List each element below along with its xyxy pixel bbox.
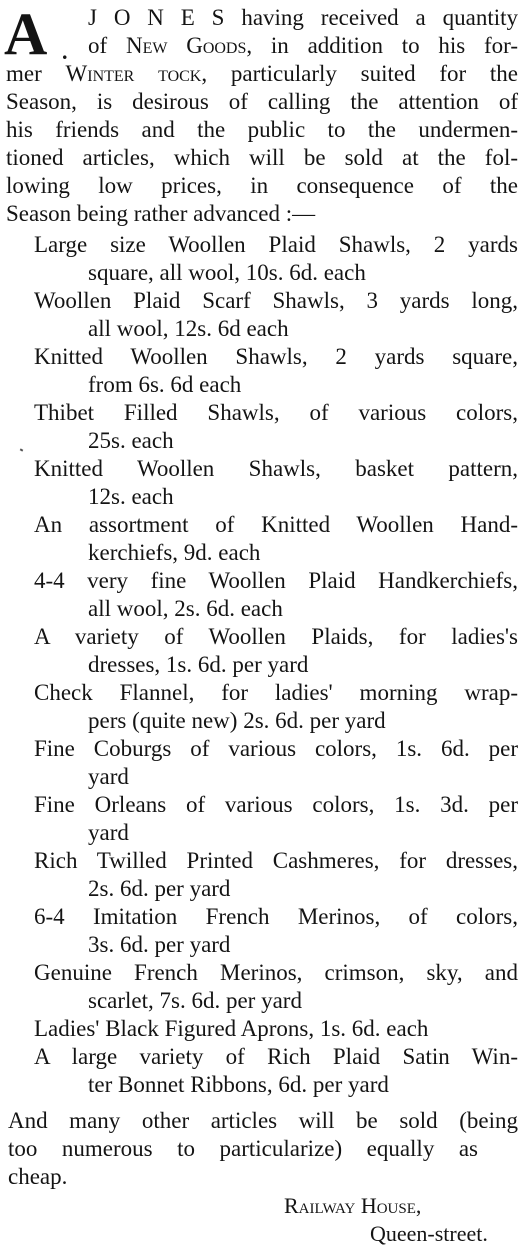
intro-line-7: lowing low prices, in consequence of the (6, 173, 518, 198)
print-speck (20, 448, 24, 451)
new-goods: New Goods (125, 33, 247, 58)
item-1-line-2: square, all wool, 10s. 6d. each (88, 260, 366, 285)
item-6-line-1: An assortment of Knitted Woollen Hand- (34, 512, 518, 537)
closing-line-1: And many other articles will be sold (being (8, 1108, 518, 1133)
item-14-line-1: Genuine French Merinos, crimson, sky, and (34, 960, 518, 985)
item-11-line-2: yard (88, 820, 129, 845)
item-3-line-2: from 6s. 6d each (88, 372, 242, 397)
item-15-line-1: Ladies' Black Figured Aprons, 1s. 6d. each (34, 1016, 429, 1041)
intro-line-3: mer Winter tock, particularly suited for the (6, 61, 519, 86)
intro-line-4: Season, is desirous of calling the attention of (6, 89, 518, 114)
intro-line-5: his friends and the public to the undermen- (6, 117, 518, 142)
item-16-line-2: ter Bonnet Ribbons, 6d. per yard (88, 1072, 389, 1097)
intro-line-8: Season being rather advanced :— (6, 201, 316, 226)
drop-cap: A (4, 1, 48, 67)
item-12-line-1: Rich Twilled Printed Cashmeres, for dresses, (34, 848, 518, 873)
item-9-line-2: pers (quite new) 2s. 6d. per yard (88, 708, 386, 733)
item-11-line-1: Fine Orleans of various colors, 1s. 3d. per (34, 792, 518, 817)
winter-stock: Winter tock (65, 61, 202, 86)
item-3-line-1: Knitted Woollen Shawls, 2 yards square, (34, 344, 518, 369)
item-7-line-2: all wool, 2s. 6d. each (88, 596, 283, 621)
item-1-line-1: Large size Woollen Plaid Shawls, 2 yards (34, 232, 518, 257)
item-13-line-1: 6-4 Imitation French Merinos, of colors, (34, 904, 518, 929)
item-16-line-1: A large variety of Rich Plaid Satin Win- (34, 1044, 518, 1069)
intro-line-6: tioned articles, which will be sold at the fol- (6, 145, 518, 170)
item-8-line-1: A variety of Woollen Plaids, for ladies's (34, 624, 518, 649)
intro-line-1: J O N E S having received a quantity (88, 5, 518, 30)
item-10-line-1: Fine Coburgs of various colors, 1s. 6d. per (34, 736, 518, 761)
railway-house: Railway House, (284, 1193, 422, 1218)
item-12-line-2: 2s. 6d. per yard (88, 876, 231, 901)
item-13-line-2: 3s. 6d. per yard (88, 932, 231, 957)
item-8-line-2: dresses, 1s. 6d. per yard (88, 652, 309, 677)
item-7-line-1: 4-4 very fine Woollen Plaid Handkerchiefs, (34, 568, 518, 593)
item-4-line-2: 25s. each (88, 428, 174, 453)
item-14-line-2: scarlet, 7s. 6d. per yard (88, 988, 302, 1013)
item-10-line-2: yard (88, 764, 129, 789)
closing-line-2: too numerous to particularize) equally as (8, 1136, 478, 1161)
queen-street: Queen-street. (370, 1221, 488, 1246)
item-5-line-2: 12s. each (88, 484, 174, 509)
item-2-line-1: Woollen Plaid Scarf Shawls, 3 yards long, (34, 288, 518, 313)
item-9-line-1: Check Flannel, for ladies' morning wrap- (34, 680, 518, 705)
item-4-line-1: Thibet Filled Shawls, of various colors, (34, 400, 518, 425)
intro-line-2: of New Goods, in addition to his for- (88, 33, 518, 58)
item-5-line-1: Knitted Woollen Shawls, basket pattern, (34, 456, 518, 481)
item-6-line-2: kerchiefs, 9d. each (88, 540, 261, 565)
item-2-line-2: all wool, 12s. 6d each (88, 316, 289, 341)
closing-line-3: cheap. (8, 1164, 68, 1189)
drop-cap-period: . (62, 39, 68, 64)
